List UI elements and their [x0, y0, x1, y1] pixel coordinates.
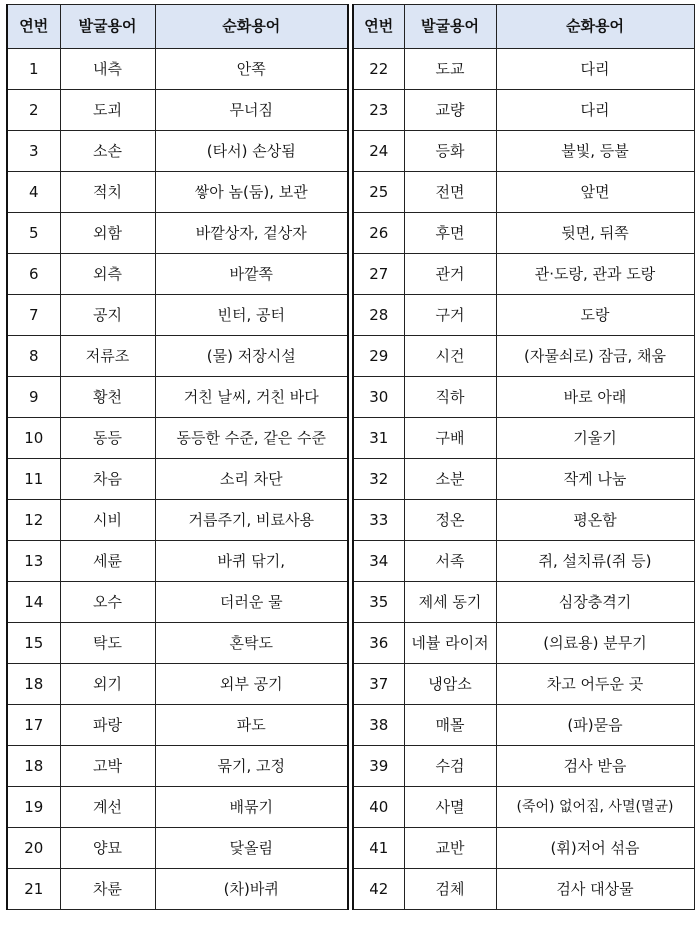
row-number: 8 — [7, 336, 60, 377]
refined-term: 평온함 — [496, 500, 694, 541]
header-refined-term: 순화용어 — [155, 5, 348, 49]
original-term: 양묘 — [60, 828, 155, 869]
table-row — [7, 254, 348, 295]
row-number: 1 — [7, 49, 60, 90]
refined-term: 배묶기 — [155, 787, 348, 828]
original-term: 적치 — [60, 172, 155, 213]
refined-term: 불빛, 등불 — [496, 131, 694, 172]
table-row — [353, 377, 694, 418]
refined-term: 다리 — [496, 49, 694, 90]
original-term: 고박 — [60, 746, 155, 787]
table-row — [353, 254, 694, 295]
header-refined-term: 순화용어 — [496, 5, 694, 49]
table-row — [7, 582, 348, 623]
original-term: 전면 — [404, 172, 496, 213]
row-number: 24 — [353, 131, 404, 172]
refined-term: (물) 저장시설 — [155, 336, 348, 377]
original-term: 관거 — [404, 254, 496, 295]
row-number: 26 — [353, 213, 404, 254]
table-row — [7, 828, 348, 869]
refined-term: (차)바퀴 — [155, 869, 348, 910]
original-term: 사멸 — [404, 787, 496, 828]
original-term: 황천 — [60, 377, 155, 418]
table-row — [7, 664, 348, 705]
table-row — [353, 459, 694, 500]
table-row — [353, 746, 694, 787]
refined-term: (파)묻음 — [496, 705, 694, 746]
original-term: 검체 — [404, 869, 496, 910]
table-row — [353, 213, 694, 254]
original-term: 소손 — [60, 131, 155, 172]
table-row — [353, 90, 694, 131]
table-row — [7, 90, 348, 131]
table-row — [353, 336, 694, 377]
refined-term: 도랑 — [496, 295, 694, 336]
refined-term: 빈터, 공터 — [155, 295, 348, 336]
original-term: 오수 — [60, 582, 155, 623]
table-row — [7, 131, 348, 172]
original-term: 도교 — [404, 49, 496, 90]
table-row — [7, 623, 348, 664]
original-term: 차음 — [60, 459, 155, 500]
header-original-term: 발굴용어 — [60, 5, 155, 49]
refined-term: 차고 어두운 곳 — [496, 664, 694, 705]
original-term: 계선 — [60, 787, 155, 828]
table-row — [353, 664, 694, 705]
original-term: 교량 — [404, 90, 496, 131]
original-term: 저류조 — [60, 336, 155, 377]
row-number: 35 — [353, 582, 404, 623]
row-number: 37 — [353, 664, 404, 705]
right-term-table — [352, 4, 695, 910]
refined-term: 뒷면, 뒤쪽 — [496, 213, 694, 254]
refined-term: 외부 공기 — [155, 664, 348, 705]
refined-term: (휘)저어 섞음 — [496, 828, 694, 869]
refined-term: 쥐, 설치류(쥐 등) — [496, 541, 694, 582]
refined-term: 기울기 — [496, 418, 694, 459]
original-term: 내측 — [60, 49, 155, 90]
original-term: 소분 — [404, 459, 496, 500]
original-term: 직하 — [404, 377, 496, 418]
table-row — [353, 541, 694, 582]
table-row — [353, 295, 694, 336]
table-header-row — [353, 5, 694, 49]
table-row — [7, 869, 348, 910]
refined-term: 묶기, 고정 — [155, 746, 348, 787]
table-row — [7, 336, 348, 377]
left-term-table — [6, 4, 349, 910]
row-number: 20 — [7, 828, 60, 869]
refined-term: 바로 아래 — [496, 377, 694, 418]
table-row — [353, 49, 694, 90]
original-term: 매몰 — [404, 705, 496, 746]
table-row — [353, 500, 694, 541]
row-number: 22 — [353, 49, 404, 90]
refined-term: 더러운 물 — [155, 582, 348, 623]
table-row — [353, 131, 694, 172]
table-row — [7, 295, 348, 336]
row-number: 25 — [353, 172, 404, 213]
original-term: 구배 — [404, 418, 496, 459]
refined-term: (의료용) 분무기 — [496, 623, 694, 664]
row-number: 36 — [353, 623, 404, 664]
table-row — [353, 828, 694, 869]
refined-term: (죽어) 없어짐, 사멸(멸균) — [496, 787, 694, 828]
refined-term: 바깥쪽 — [155, 254, 348, 295]
row-number: 28 — [353, 295, 404, 336]
refined-term: 소리 차단 — [155, 459, 348, 500]
row-number: 39 — [353, 746, 404, 787]
row-number: 18 — [7, 664, 60, 705]
row-number: 32 — [353, 459, 404, 500]
row-number: 17 — [7, 705, 60, 746]
refined-term: 거친 날씨, 거친 바다 — [155, 377, 348, 418]
table-row — [353, 623, 694, 664]
row-number: 5 — [7, 213, 60, 254]
original-term: 구거 — [404, 295, 496, 336]
header-number: 연번 — [353, 5, 404, 49]
row-number: 40 — [353, 787, 404, 828]
table-row — [7, 541, 348, 582]
table-row — [7, 500, 348, 541]
original-term: 차륜 — [60, 869, 155, 910]
refined-term: 혼탁도 — [155, 623, 348, 664]
refined-term: (자물쇠로) 잠금, 채움 — [496, 336, 694, 377]
table-header-row — [7, 5, 348, 49]
table-row — [7, 459, 348, 500]
original-term: 외측 — [60, 254, 155, 295]
table-row — [7, 377, 348, 418]
original-term: 냉암소 — [404, 664, 496, 705]
header-number: 연번 — [7, 5, 60, 49]
refined-term: 다리 — [496, 90, 694, 131]
original-term: 동등 — [60, 418, 155, 459]
row-number: 12 — [7, 500, 60, 541]
original-term: 등화 — [404, 131, 496, 172]
refined-term: (타서) 손상됨 — [155, 131, 348, 172]
row-number: 15 — [7, 623, 60, 664]
table-row — [353, 705, 694, 746]
refined-term: 관·도랑, 관과 도랑 — [496, 254, 694, 295]
refined-term: 바깥상자, 겉상자 — [155, 213, 348, 254]
row-number: 27 — [353, 254, 404, 295]
table-row — [7, 172, 348, 213]
row-number: 23 — [353, 90, 404, 131]
original-term: 정온 — [404, 500, 496, 541]
table-row — [7, 746, 348, 787]
refined-term: 앞면 — [496, 172, 694, 213]
table-row — [353, 869, 694, 910]
row-number: 4 — [7, 172, 60, 213]
table-row — [353, 582, 694, 623]
header-original-term: 발굴용어 — [404, 5, 496, 49]
table-row — [7, 213, 348, 254]
refined-term: 동등한 수준, 같은 수준 — [155, 418, 348, 459]
refined-term: 무너짐 — [155, 90, 348, 131]
row-number: 31 — [353, 418, 404, 459]
original-term: 도괴 — [60, 90, 155, 131]
original-term: 외함 — [60, 213, 155, 254]
table-row — [7, 418, 348, 459]
original-term: 교반 — [404, 828, 496, 869]
original-term: 시비 — [60, 500, 155, 541]
original-term: 서족 — [404, 541, 496, 582]
row-number: 6 — [7, 254, 60, 295]
row-number: 34 — [353, 541, 404, 582]
table-row — [7, 787, 348, 828]
row-number: 42 — [353, 869, 404, 910]
table-row — [353, 172, 694, 213]
row-number: 9 — [7, 377, 60, 418]
row-number: 10 — [7, 418, 60, 459]
row-number: 38 — [353, 705, 404, 746]
refined-term: 파도 — [155, 705, 348, 746]
original-term: 네뷸 라이저 — [404, 623, 496, 664]
table-row — [353, 787, 694, 828]
original-term: 시건 — [404, 336, 496, 377]
original-term: 외기 — [60, 664, 155, 705]
row-number: 41 — [353, 828, 404, 869]
refined-term: 검사 대상물 — [496, 869, 694, 910]
refined-term: 심장충격기 — [496, 582, 694, 623]
row-number: 33 — [353, 500, 404, 541]
row-number: 18 — [7, 746, 60, 787]
original-term: 수검 — [404, 746, 496, 787]
original-term: 후면 — [404, 213, 496, 254]
refined-term: 작게 나눔 — [496, 459, 694, 500]
row-number: 3 — [7, 131, 60, 172]
row-number: 14 — [7, 582, 60, 623]
original-term: 세륜 — [60, 541, 155, 582]
row-number: 29 — [353, 336, 404, 377]
refined-term: 안쪽 — [155, 49, 348, 90]
original-term: 공지 — [60, 295, 155, 336]
row-number: 13 — [7, 541, 60, 582]
refined-term: 닻올림 — [155, 828, 348, 869]
row-number: 30 — [353, 377, 404, 418]
row-number: 11 — [7, 459, 60, 500]
row-number: 21 — [7, 869, 60, 910]
original-term: 제세 동기 — [404, 582, 496, 623]
refined-term: 쌓아 놈(둠), 보관 — [155, 172, 348, 213]
original-term: 파랑 — [60, 705, 155, 746]
row-number: 7 — [7, 295, 60, 336]
row-number: 2 — [7, 90, 60, 131]
refined-term: 검사 받음 — [496, 746, 694, 787]
table-row — [353, 418, 694, 459]
refined-term: 바퀴 닦기, — [155, 541, 348, 582]
table-row — [7, 705, 348, 746]
row-number: 19 — [7, 787, 60, 828]
original-term: 탁도 — [60, 623, 155, 664]
refined-term: 거름주기, 비료사용 — [155, 500, 348, 541]
table-row — [7, 49, 348, 90]
